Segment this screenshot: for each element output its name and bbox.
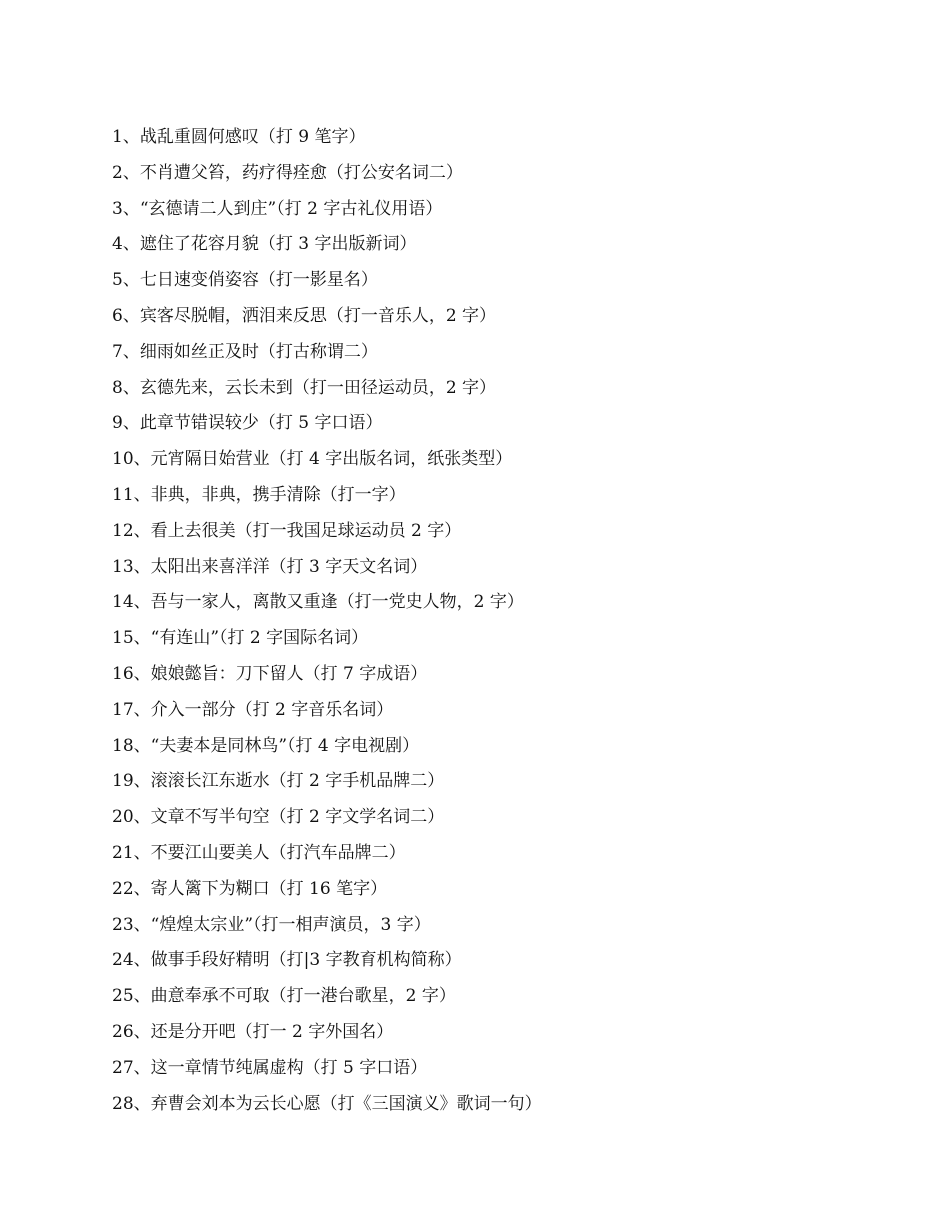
- riddle-item: 1、战乱重圆何感叹（打 9 笔字）: [112, 127, 366, 147]
- riddle-item: 12、看上去很美（打一我国足球运动员 2 字）: [112, 520, 462, 541]
- riddle-item: 23、“煌煌太宗业”（打一相声演员，3 字）: [112, 914, 431, 935]
- riddle-item: 2、不肖遭父笞，药疗得痊愈（打公安名词二）: [112, 162, 463, 183]
- riddle-item: 16、娘娘懿旨：刀下留人（打 7 字成语）: [112, 663, 428, 684]
- riddle-item: 28、弃曹会刘本为云长心愿（打《三国演义》歌词一句）: [112, 1093, 542, 1114]
- riddle-item: 25、曲意奉承不可取（打一港台歌星，2 字）: [112, 986, 456, 1007]
- riddle-item: 27、这一章情节纯属虚构（打 5 字口语）: [112, 1057, 428, 1078]
- riddle-item: 11、非典，非典，携手清除（打一字）: [112, 484, 406, 505]
- riddle-item: 18、“夫妻本是同林鸟”（打 4 字电视剧）: [112, 735, 420, 756]
- riddle-item: 19、滚滚长江东逝水（打 2 字手机品牌二）: [112, 771, 445, 792]
- riddle-item: 10、元宵隔日始营业（打 4 字出版名词，纸张类型）: [112, 449, 513, 470]
- riddle-item: 24、做事手段好精明（打|3 字教育机构简称）: [112, 950, 462, 971]
- riddle-item: 13、太阳出来喜洋洋（打 3 字天文名词）: [112, 556, 428, 577]
- riddle-item: 5、七日速变俏姿容（打一影星名）: [112, 270, 378, 291]
- riddle-item: 26、还是分开吧（打一 2 字外国名）: [112, 1021, 394, 1042]
- riddle-item: 15、“有连山”（打 2 字国际名词）: [112, 628, 369, 649]
- riddle-item: 22、寄人篱下为糊口（打 16 笔字）: [112, 878, 388, 899]
- riddle-list: [112, 120, 542, 1122]
- riddle-item: 6、宾客尽脱帽，洒泪来反思（打一音乐人，2 字）: [112, 305, 497, 326]
- riddle-item: 14、吾与一家人，离散又重逢（打一党史人物，2 字）: [112, 592, 524, 613]
- riddle-item: 7、细雨如丝正及时（打古称谓二）: [112, 341, 378, 362]
- riddle-item: 20、文章不写半句空（打 2 字文学名词二）: [112, 807, 445, 828]
- riddle-item: 17、介入一部分（打 2 字音乐名词）: [112, 699, 394, 720]
- riddle-item: 3、“玄德请二人到庄”（打 2 字古礼仪用语）: [112, 198, 443, 219]
- riddle-item: 9、此章节错误较少（打 5 字口语）: [112, 413, 383, 434]
- riddle-item: 21、不要江山要美人（打汽车品牌二）: [112, 842, 406, 863]
- riddle-item: 8、玄德先来，云长未到（打一田径运动员，2 字）: [112, 377, 497, 398]
- riddle-item: 4、遮住了花容月貌（打 3 字出版新词）: [112, 234, 417, 255]
